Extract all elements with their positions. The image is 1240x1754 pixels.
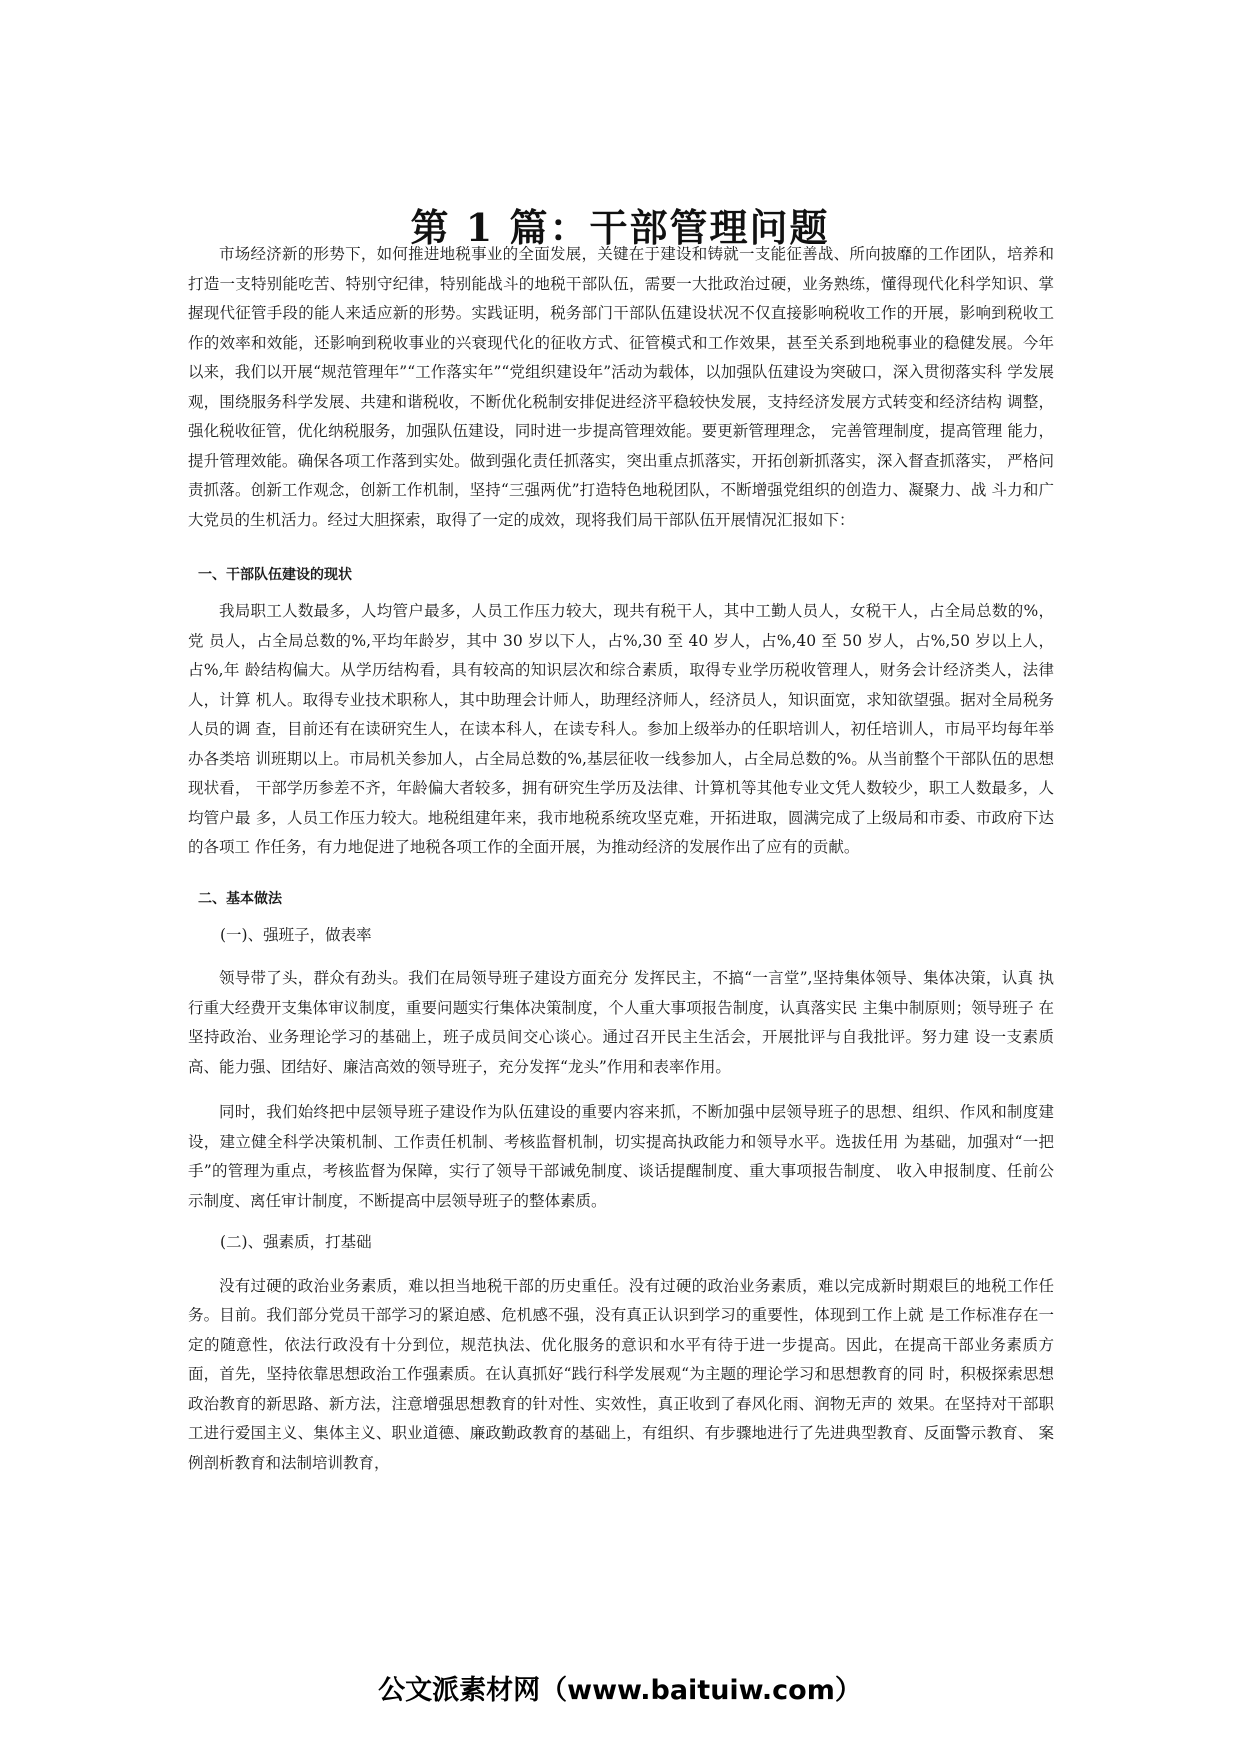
- subsection-1-paragraph-2: 同时，我们始终把中层领导班子建设作为队伍建设的重要内容来抓，不断加强中层领导班子的思想、组织、作风和制度建 设，建立健全科学决策机制、工作责任机制、考核监督机制，切实提高执政能力和领导水平。选拔任用 为基础，加强对“一把 手”的管理为重点，考核监督为保障，实行了领导干部诫免制度、谈话提醒制度、重大事项报告制度、 收入申报制度、任前公 示制度、离任审计制度，不断提高中层领导班子的整体素质。: [188, 1103, 1054, 1210]
- intro-paragraph: 市场经济新的形势下，如何推进地税事业的全面发展，关键在于建设和铸就一支能征善战、所向披靡的工作团队，培养和打造一支特别能吃苦、特别守纪律，特别能战斗的地税干部队伍，需要一大批政治过硬，业务熟练，懂得现代化科学知识、掌 握现代征管手段的能人来适应新的形势。实践证明，税务部门干部队伍建设状况不仅直接影响税收工作的开展，影响到税收工 作的效率和效能，还影响到税收事业的兴衰现代化的征收方式、征管模式和工作效果，甚至关系到地税事业的稳健发展。今年 以来，我们以开展“规范管理年”“工作落实年”“党组织建设年”活动为载体，以加强队伍建设为突破口，深入贯彻落实科 学发展观，围绕服务科学发展、共建和谐税收，不断优化税制安排促进经济平稳较快发展，支持经济发展方式转变和经济结构 调整，强化税收征管，优化纳税服务，加强队伍建设，同时进一步提高管理效能。要更新管理理念， 完善管理制度，提高管理 能力，提升管理效能。确保各项工作落到实处。做到强化责任抓落实，突出重点抓落实，开拓创新抓落实，深入督查抓落实， 严格问责抓落。创新工作观念，创新工作机制，坚持“三强两优”打造特色地税团队，不断增强党组织的创造力、凝聚力、战 斗力和广大党员的生机活力。经过大胆探索，取得了一定的成效，现将我们局干部队伍开展情况汇报如下：: [188, 245, 1054, 529]
- section-1-heading: 一、干部队伍建设的现状: [198, 567, 352, 583]
- subsection-2-title: (二)、强素质，打基础: [220, 1233, 372, 1251]
- document-body: [188, 240, 1054, 1478]
- subsection-2-paragraph-1: 没有过硬的政治业务素质，难以担当地税干部的历史重任。没有过硬的政治业务素质，难以完成新时期艰巨的地税工作任务。目前。我们部分党员干部学习的紧迫感、危机感不强，没有真正认识到学习的重要性，体现到工作上就 是工作标准存在一定的随意性，依法行政没有十分到位，规范执法、优化服务的意识和水平有待于进一步提高。因此，在提高干部业务素质方面，首先，坚持依靠思想政治工作强素质。在认真抓好“践行科学发展观“为主题的理论学习和思想教育的同 时，积极探索思想政治教育的新思路、新方法，注意增强思想教育的针对性、实效性，真正收到了春风化雨、润物无声的 效果。在坚持对干部职工进行爱国主义、集体主义、职业道德、廉政勤政教育的基础上，有组织、有步骤地进行了先进典型教育、反面警示教育、 案例剖析教育和法制培训教育，: [188, 1276, 1054, 1472]
- subsection-1-paragraph-1: 领导带了头，群众有劲头。我们在局领导班子建设方面充分 发挥民主，不搞“一言堂”,坚持集体领导、集体决策，认真 执行重大经费开支集体审议制度，重要问题实行集体决策制度，个人重大事项报告制度，认真落实民 主集中制原则；领导班子 在坚持政治、业务理论学习的基础上，班子成员间交心谈心。通过召开民主生活会，开展批评与自我批评。努力建 设一支素质 高、能力强、团结好、廉洁高效的领导班子，充分发挥“龙头”作用和表率作用。: [188, 969, 1054, 1076]
- page-title: 第 1 篇：干部管理问题: [410, 205, 830, 251]
- subsection-1-title: (一)、强班子，做表率: [220, 925, 372, 944]
- section-2-heading: 二、基本做法: [198, 890, 282, 907]
- section-1-paragraph: 我局职工人数最多，人均管户最多，人员工作压力较大，现共有税干人，其中工勤人员人，女税干人，占全局总数的%，党 员人，占全局总数的%,平均年龄岁，其中 30 岁以下人，占%,30 至 40 岁人，占%,40 至 50 岁人，占%,50 岁以上人，占%,年 龄结构偏大。从学历结构看，具有较高的知识层次和综合素质，取得专业学历税收管理人，财务会计经济类人，法律人，计算 机人。取得专业技术职称人，其中助理会计师人，助理经济师人，经济员人，知识面宽，求知欲望强。据对全局税务人员的调 查，目前还有在读研究生人，在读本科人，在读专科人。参加上级举办的任职培训人，初任培训人，市局平均每年举办各类培 训班期以上。市局机关参加人，占全局总数的%,基层征收一线参加人，占全局总数的%。从当前整个干部队伍的思想现状看， 干部学历参差不齐，年龄偏大者较多，拥有研究生学历及法律、计算机等其他专业文凭人数较少，职工人数最多，人均管户最 多，人员工作压力较大。地税组建年来，我市地税系统攻坚克难，开拓进取，圆满完成了上级局和市委、市政府下达的各项工 作任务，有力地促进了地税各项工作的全面开展，为推动经济的发展作出了应有的贡献。: [188, 602, 1054, 856]
- footer-watermark: 公文派素材网（www.baituiw.com）: [378, 1675, 862, 1706]
